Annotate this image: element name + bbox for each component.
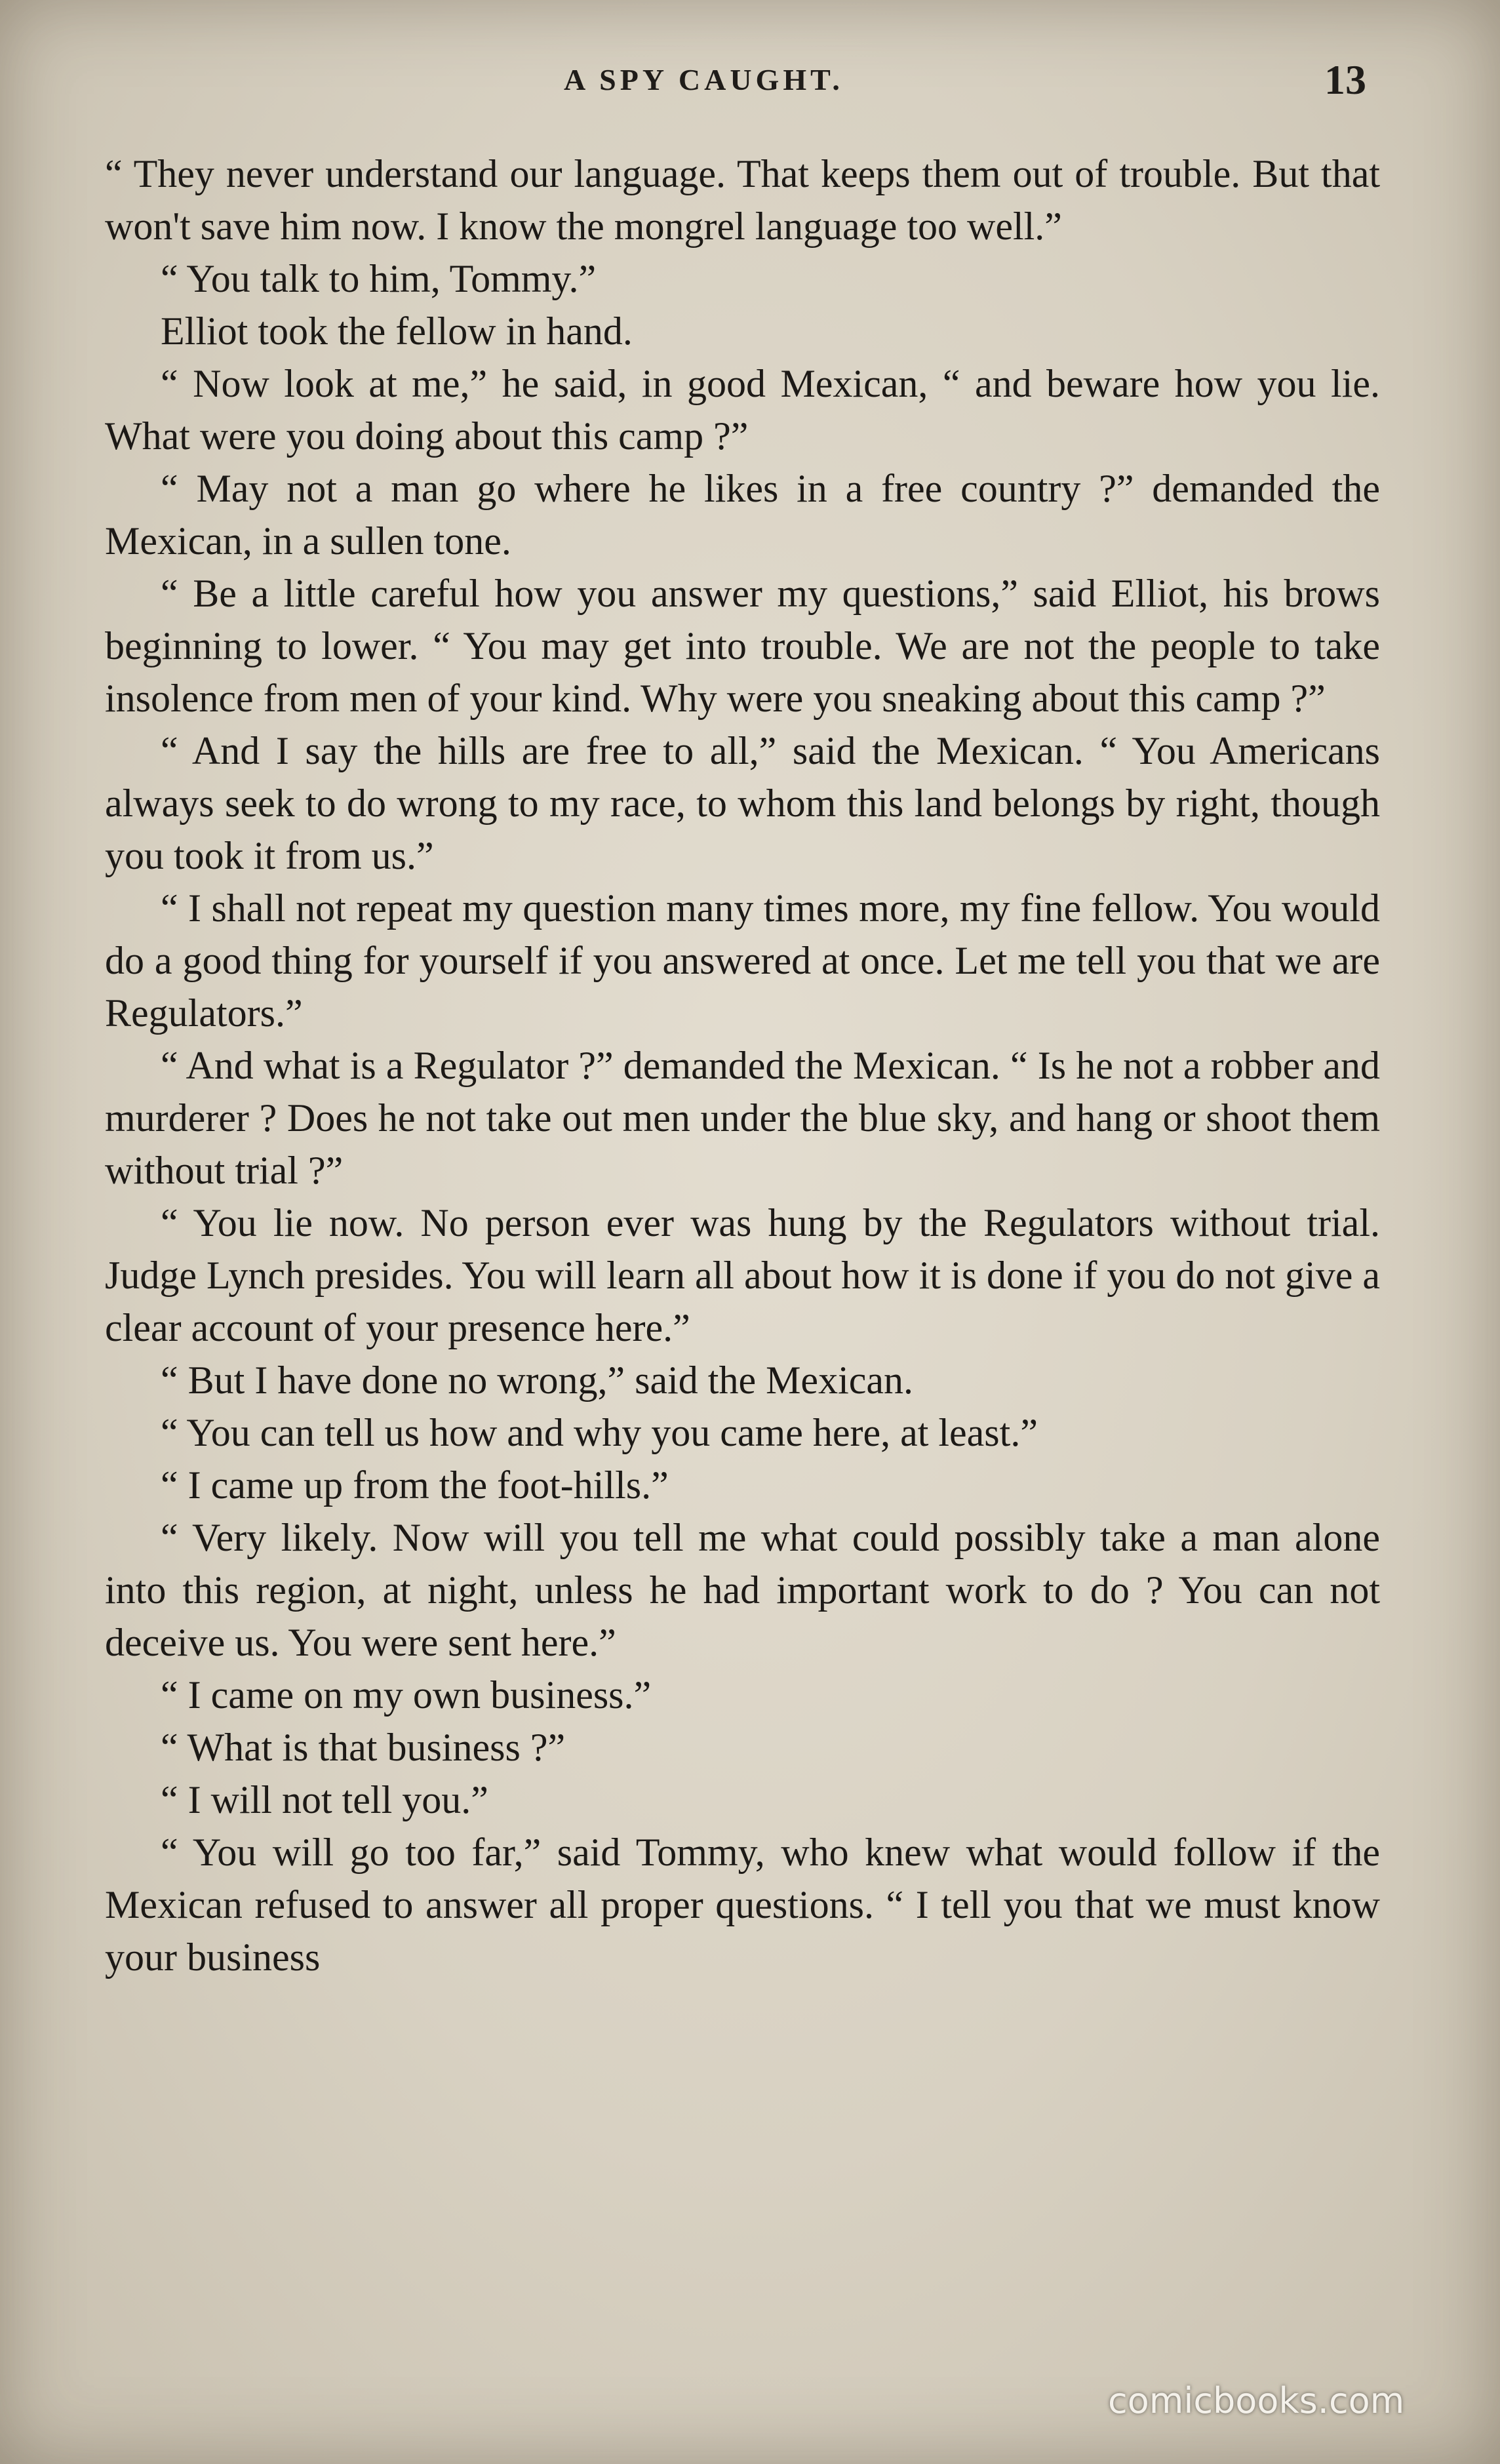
paragraph: “ You will go too far,” said Tommy, who knew what would follow if the Mexican refused to answer all proper questions. “ I tell you that we must know your business bbox=[105, 1831, 1380, 1979]
paragraph: “ What is that business ?” bbox=[161, 1726, 566, 1769]
running-header bbox=[0, 56, 1500, 102]
paragraph: “ But I have done no wrong,” said the Mexican. bbox=[161, 1359, 913, 1402]
paragraph: Elliot took the fellow in hand. bbox=[161, 309, 633, 353]
paragraph: “ I shall not repeat my question many times more, my fine fellow. You would do a good thing for yourself if you answered at once. Let me tell you that we are Regulators.” bbox=[105, 886, 1380, 1035]
paragraph: “ I came up from the foot-hills.” bbox=[161, 1463, 669, 1507]
paragraph: “ May not a man go where he likes in a free country ?” demanded the Mexican, in a sullen tone. bbox=[105, 467, 1380, 563]
paragraph: “ I will not tell you.” bbox=[161, 1778, 488, 1821]
paragraph: “ They never understand our language. That keeps them out of trouble. But that won't save him now. I know the mongrel language too well.” bbox=[105, 152, 1380, 248]
paragraph: “ You can tell us how and why you came here, at least.” bbox=[161, 1411, 1038, 1454]
watermark: comicbooks.com bbox=[1108, 2380, 1405, 2421]
paragraph: “ I came on my own business.” bbox=[161, 1673, 652, 1717]
paragraph: “ And I say the hills are free to all,” said the Mexican. “ You Americans always seek to do wrong to my race, to whom this land belongs by right, though you took it from us.” bbox=[105, 729, 1380, 877]
body-text bbox=[105, 148, 1380, 1983]
paragraph: “ Now look at me,” he said, in good Mexican, “ and beware how you lie. What were you doing about this camp ?” bbox=[105, 362, 1380, 458]
paragraph: “ You talk to him, Tommy.” bbox=[161, 257, 597, 300]
paragraph: “ You lie now. No person ever was hung by the Regulators without trial. Judge Lynch presides. You will learn all about how it is done if you do not give a clear account of your presence here.” bbox=[105, 1201, 1380, 1349]
page-number: 13 bbox=[1324, 56, 1366, 103]
running-title: A SPY CAUGHT. bbox=[564, 63, 844, 96]
paragraph: “ Very likely. Now will you tell me what could possibly take a man alone into this region, at night, unless he had important work to do ? You can not deceive us. You were sent here.” bbox=[105, 1516, 1380, 1664]
paragraph: “ And what is a Regulator ?” demanded the Mexican. “ Is he not a robber and murderer ? Does he not take out men under the blue sky, and hang or shoot them without trial ?” bbox=[105, 1044, 1380, 1192]
paragraph: “ Be a little careful how you answer my questions,” said Elliot, his brows beginning to lower. “ You may get into trouble. We are not the people to take insolence from men of your kind. Why were you sneaking about this camp ?” bbox=[105, 572, 1380, 720]
